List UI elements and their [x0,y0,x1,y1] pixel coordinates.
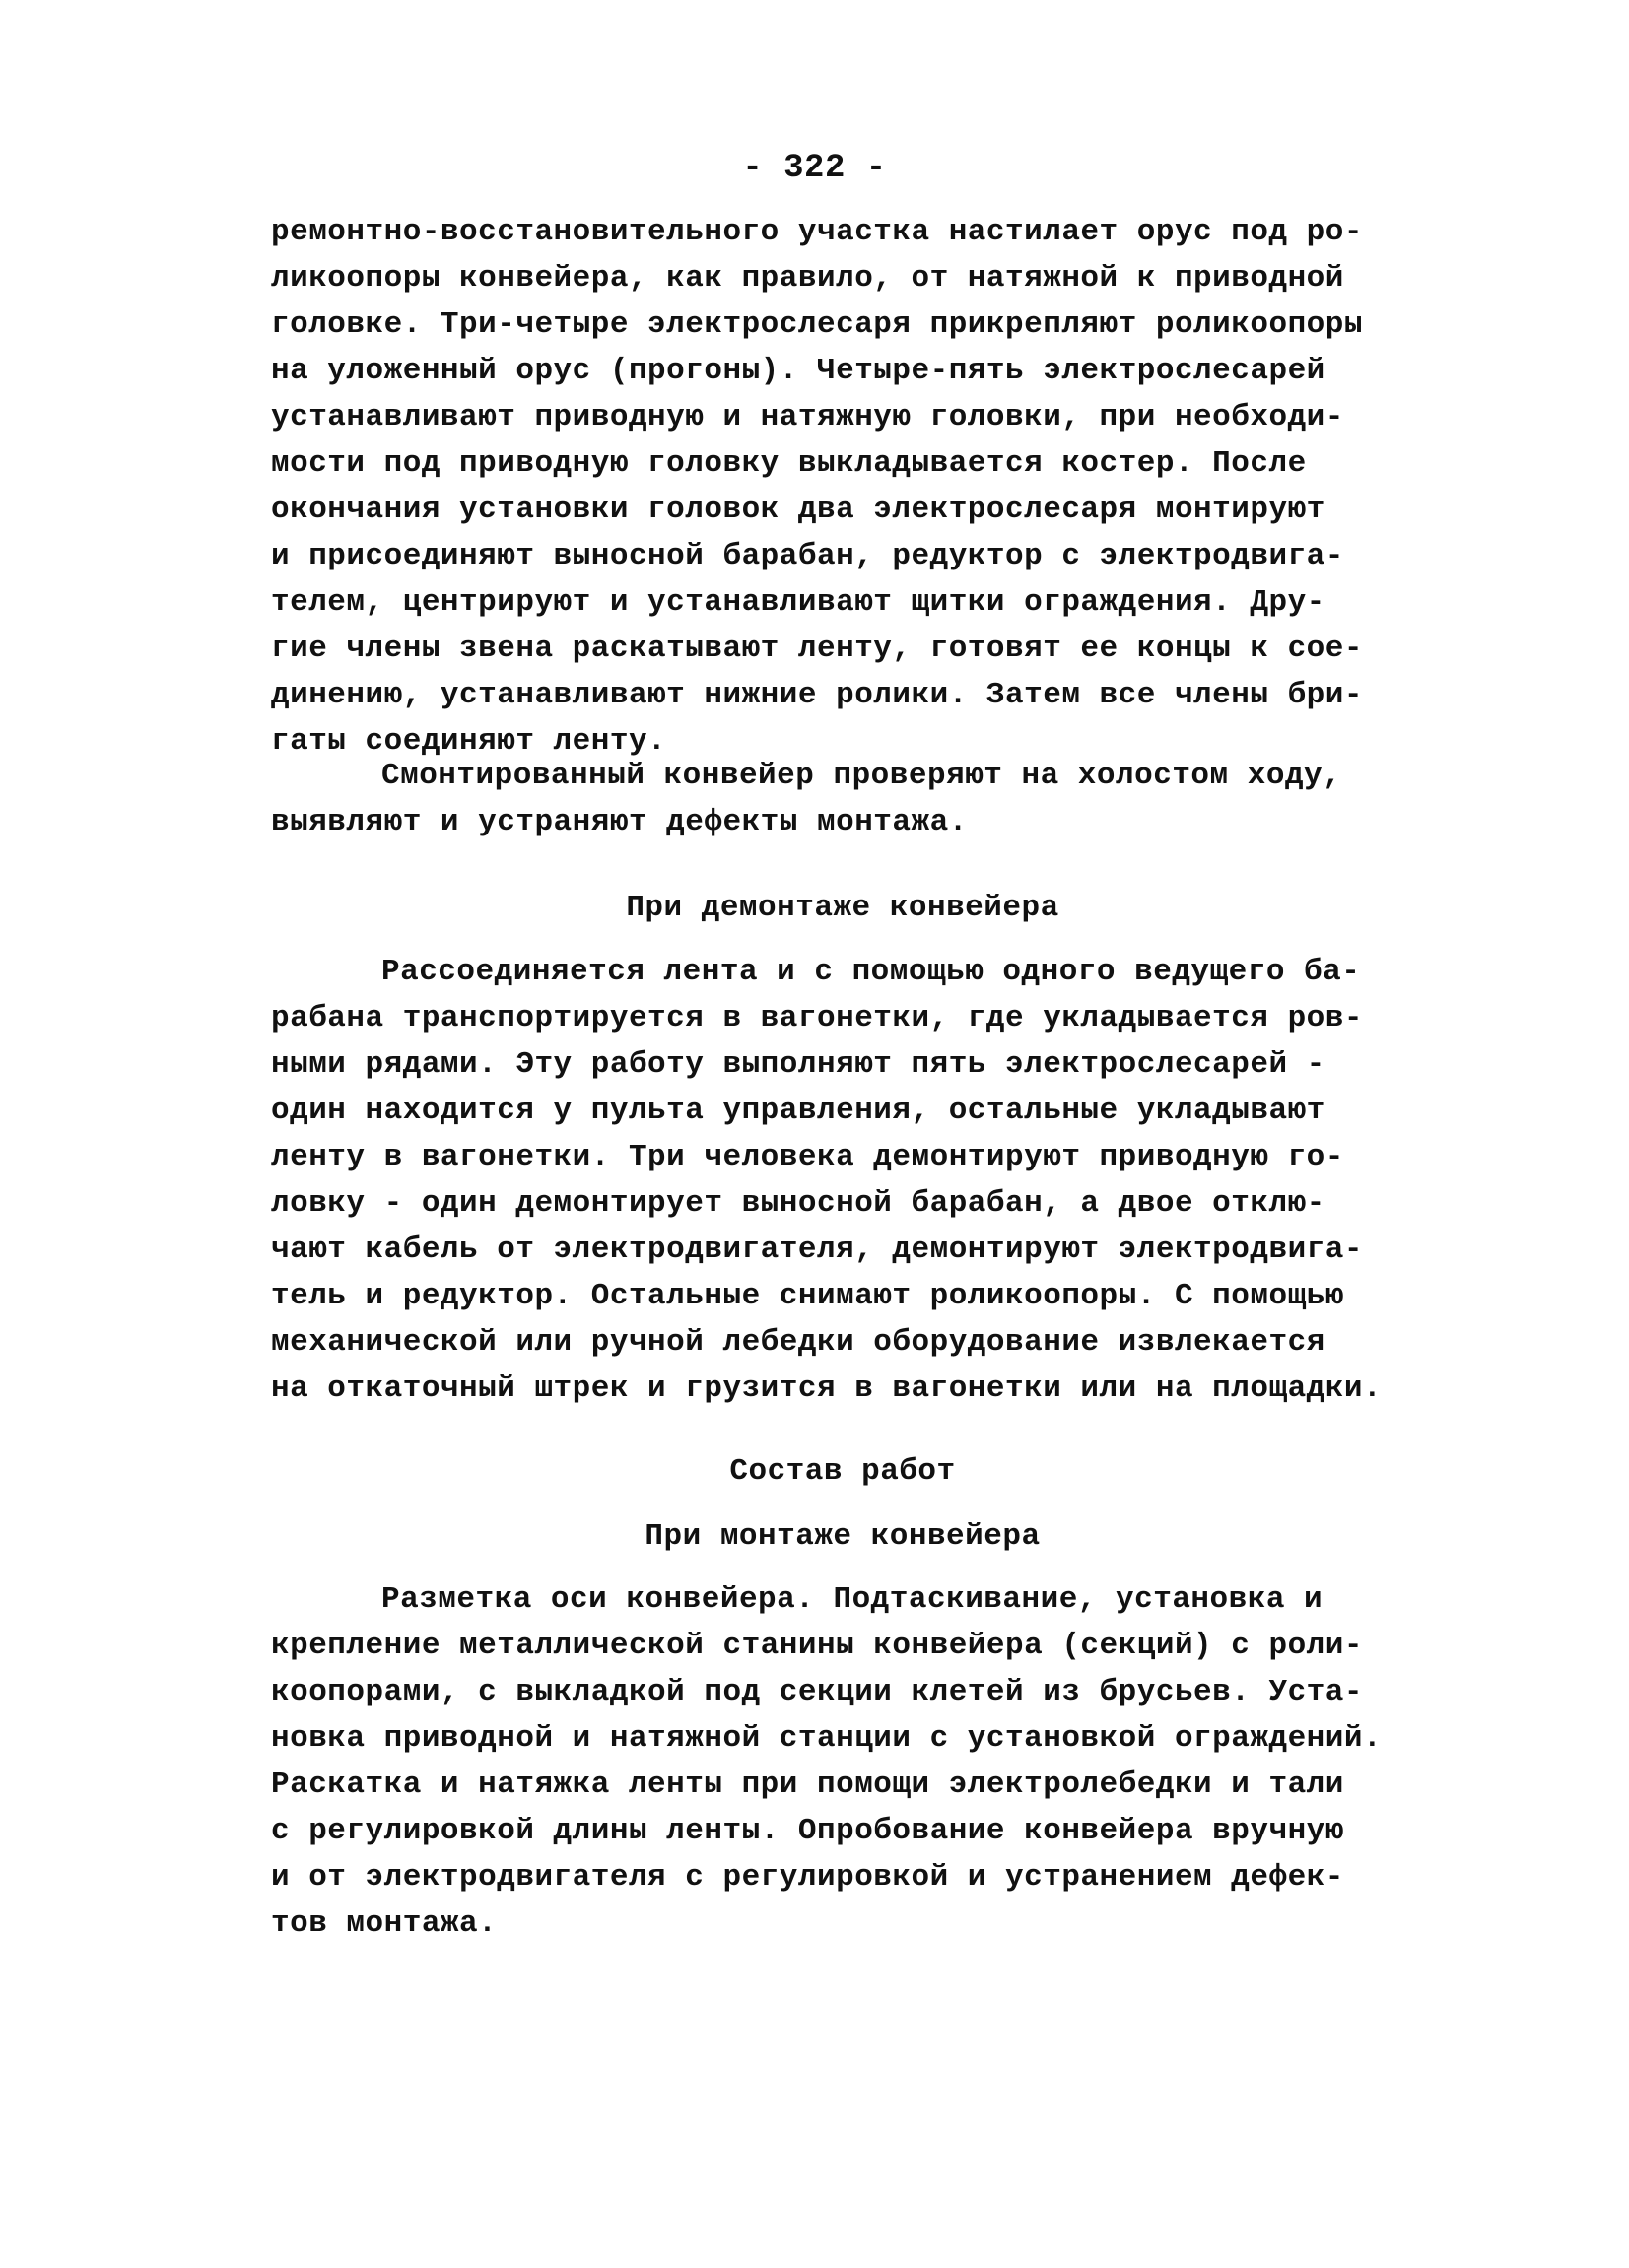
text-line: мости под приводную головку выкладывается костер. После [271,446,1307,481]
text-line: ленту в вагонетки. Три человека демонтируют приводную го- [271,1140,1344,1174]
page-number: - 322 - [742,150,887,187]
section-heading-dismantle [271,885,1414,931]
text-line: коопорами, с выкладкой под секции клетей из брусьев. Уста- [271,1675,1363,1709]
text-line: выявляют и устраняют дефекты монтажа. [271,805,968,839]
text-line: новка приводной и натяжной станции с установкой ограждений. [271,1721,1383,1756]
heading-text: При монтаже конвейера [645,1519,1041,1554]
section-heading-mounting [271,1513,1414,1560]
heading-text: Состав работ [729,1454,956,1489]
text-line: механической или ручной лебедки оборудование извлекается [271,1325,1325,1360]
text-line: Рассоединяется лента и с помощью одного ведущего ба- [381,955,1361,989]
text-line: головке. Три-четыре электрослесаря прикрепляют роликоопоры [271,307,1363,342]
text-line: на откаточный штрек и грузится в вагонетки или на площадки. [271,1371,1383,1406]
text-line: с регулировкой длины ленты. Опробование конвейера вручную [271,1814,1344,1848]
text-line: Раскатка и натяжка ленты при помощи электролебедки и тали [271,1768,1344,1802]
text-line: гие члены звена раскатывают ленту, готовят ее концы к сое- [271,632,1363,666]
paragraph-dismantle-procedure [271,949,1414,1412]
text-line: телем, центрируют и устанавливают щитки ограждения. Дру- [271,585,1325,620]
paragraph-inspection [271,753,1414,845]
text-line: один находится у пульта управления, остальные укладывают [271,1094,1325,1128]
paragraph-work-composition [271,1576,1414,1947]
text-line: крепление металлической станины конвейера (секций) с роли- [271,1629,1363,1663]
text-line: Разметка оси конвейера. Подтаскивание, установка и [381,1582,1324,1617]
text-line: тель и редуктор. Остальные снимают роликоопоры. С помощью [271,1279,1344,1313]
text-line: на уложенный орус (прогоны). Четыре-пять электрослесарей [271,354,1325,388]
text-line: и от электродвигателя с регулировкой и устранением дефек- [271,1860,1344,1895]
text-line: окончания установки головок два электрослесаря монтируют [271,493,1325,527]
text-line: ликоопоры конвейера, как правило, от натяжной к приводной [271,261,1344,296]
section-heading-composition [271,1448,1414,1495]
text-line: рабана транспортируется в вагонетки, где укладывается ров- [271,1001,1363,1035]
paragraph-installation-procedure [271,209,1414,765]
text-line: ремонтно-восстановительного участка настилает орус под ро- [271,215,1363,249]
text-line: чают кабель от электродвигателя, демонтируют электродвига- [271,1233,1363,1267]
text-line: Смонтированный конвейер проверяют на холостом ходу, [381,759,1342,793]
heading-text: При демонтаже конвейера [626,891,1059,925]
text-line: ловку - один демонтирует выносной барабан, а двое отклю- [271,1186,1325,1221]
text-line: тов монтажа. [271,1906,498,1941]
text-line: гаты соединяют ленту. [271,724,667,759]
text-line: динению, устанавливают нижние ролики. Затем все члены бри- [271,678,1363,712]
text-line: ными рядами. Эту работу выполняют пять электрослесарей - [271,1047,1325,1082]
text-line: устанавливают приводную и натяжную головки, при необходи- [271,400,1344,434]
text-line: и присоединяют выносной барабан, редуктор с электродвига- [271,539,1344,573]
